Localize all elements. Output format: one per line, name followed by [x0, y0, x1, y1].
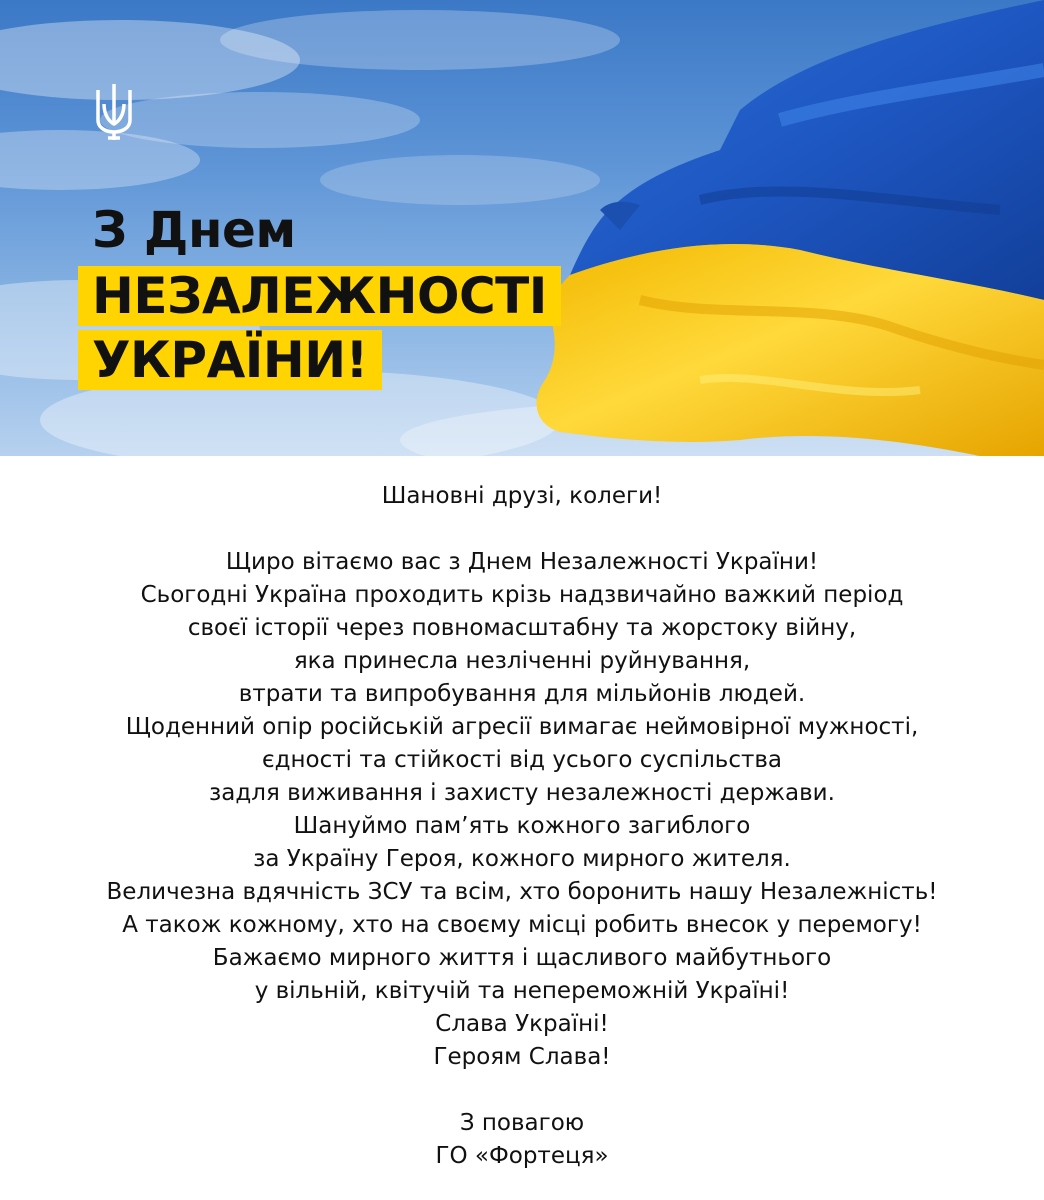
letter-line: втрати та випробування для мільйонів людей. — [238, 681, 806, 707]
banner — [0, 0, 1044, 456]
letter-body — [0, 480, 1044, 1173]
greeting: Шановні друзі, колеги! — [381, 483, 663, 509]
letter-line: за Україну Героя, кожного мирного жителя. — [253, 846, 791, 872]
headline — [78, 200, 561, 390]
letter-line: у вільній, квітучій та непереможній Україні! — [254, 978, 790, 1004]
headline-line3: УКРАЇНИ! — [78, 330, 382, 390]
letter-line: Бажаємо мирного життя і щасливого майбутнього — [212, 945, 832, 971]
letter-line: своєї історії через повномасштабну та жорстоку війну, — [187, 615, 857, 641]
letter-line: Слава Україні! — [435, 1011, 609, 1037]
letter-line: Величезна вдячність ЗСУ та всім, хто боронить нашу Незалежність! — [106, 879, 938, 905]
letter-paragraph — [0, 546, 1044, 1074]
letter-line: Сьогодні Україна проходить крізь надзвичайно важкий період — [140, 582, 904, 608]
signature: ГО «Фортеця» — [435, 1143, 609, 1169]
letter-line: єдності та стійкості від усього суспільства — [261, 747, 783, 773]
letter-line: А також кожному, хто на своєму місці робить внесок у перемогу! — [122, 912, 922, 938]
headline-line2: НЕЗАЛЕЖНОСТІ — [78, 266, 561, 326]
letter-line: Щоденний опір російській агресії вимагає неймовірної мужності, — [125, 714, 919, 740]
letter-line: Героям Слава! — [433, 1044, 611, 1070]
closing: З повагою — [459, 1110, 585, 1136]
letter-line: Шануймо пам’ять кожного загиблого — [293, 813, 751, 839]
letter-line: задля виживання і захисту незалежності держави. — [209, 780, 835, 806]
letter-line: яка принесла незліченні руйнування, — [293, 648, 751, 674]
trident-icon — [92, 80, 136, 144]
headline-line1: З Днем — [92, 201, 296, 259]
letter-line: Щиро вітаємо вас з Днем Незалежності України! — [225, 549, 819, 575]
